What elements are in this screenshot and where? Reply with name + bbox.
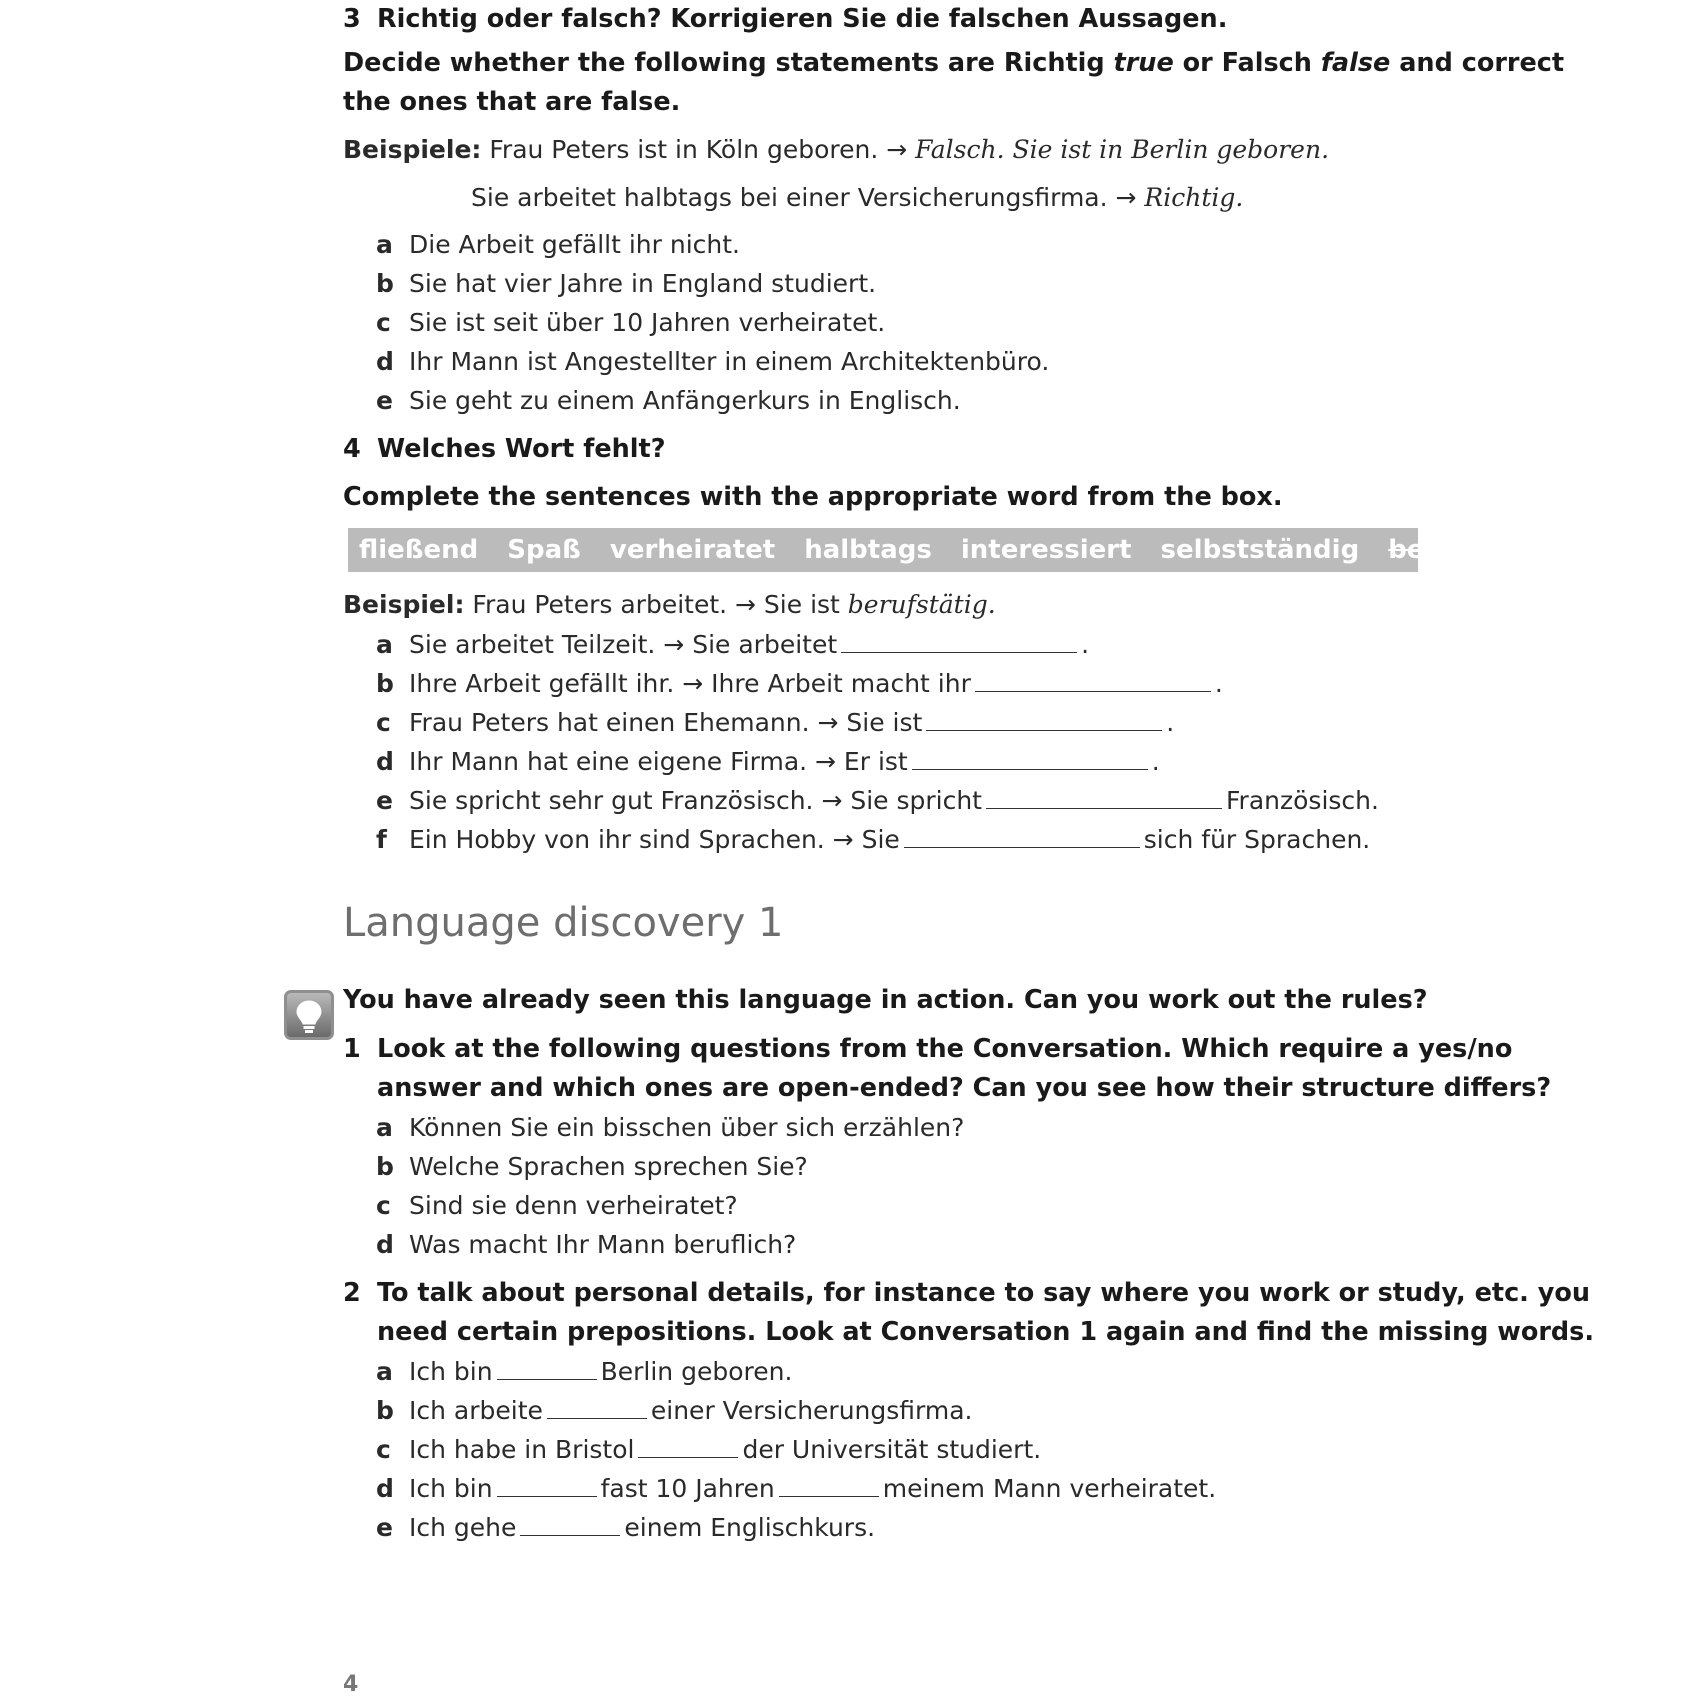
item-label: b: [376, 1152, 394, 1181]
item-text: Ihre Arbeit gefällt ihr. → Ihre Arbeit macht ihr: [409, 669, 971, 698]
answer-blank[interactable]: [497, 1378, 597, 1380]
ex3-example1-text: Frau Peters ist in Köln geboren. →: [489, 135, 908, 164]
answer-blank[interactable]: [904, 846, 1140, 848]
ex4-beispiel-label: Beispiel:: [343, 590, 465, 619]
item-text-after: .: [1166, 708, 1175, 737]
item-label: a: [376, 630, 393, 659]
item-label: d: [376, 1474, 394, 1503]
q1-text: Look at the following questions from the Conversation. Which require a yes/no: [377, 1034, 1513, 1064]
item-text: Frau Peters hat einen Ehemann. → Sie ist: [409, 708, 923, 737]
page-number: 4: [343, 1672, 359, 1697]
lightbulb-icon: [284, 990, 334, 1040]
ex3-beispiele-label: Beispiele:: [343, 135, 482, 164]
ex3-title: Richtig oder falsch? Korrigieren Sie die falschen Aussagen.: [377, 4, 1228, 34]
item-label: e: [376, 1513, 393, 1542]
item-text-middle: fast 10 Jahren: [600, 1474, 775, 1503]
item-text: Ich habe in Bristol: [409, 1435, 635, 1464]
item-text-after: der Universität studiert.: [742, 1435, 1042, 1464]
list-item: [376, 230, 740, 259]
item-text: Sie arbeitet Teilzeit. → Sie arbeitet: [409, 630, 838, 659]
discovery-q1-line1: [343, 1034, 1512, 1064]
item-text-after: .: [1214, 669, 1223, 698]
item-label: c: [376, 708, 391, 737]
item-text: Sie ist seit über 10 Jahren verheiratet.: [409, 308, 886, 337]
ex4-number: 4: [343, 434, 361, 464]
ex3-heading: [343, 4, 1227, 34]
item-label: e: [376, 786, 393, 815]
answer-blank[interactable]: [986, 807, 1222, 809]
item-label: a: [376, 1113, 393, 1142]
list-item: [376, 347, 1049, 376]
list-item: [376, 825, 1370, 854]
item-text-after: sich für Sprachen.: [1143, 825, 1371, 854]
list-item: [376, 747, 1160, 776]
ex3-instr-part: or Falsch: [1173, 48, 1321, 78]
discovery-intro: You have already seen this language in action. Can you work out the rules?: [343, 985, 1428, 1015]
word-verheiratet: verheiratet: [609, 535, 776, 565]
item-label: c: [376, 1435, 391, 1464]
ex4-title: Welches Wort fehlt?: [377, 434, 666, 464]
item-text: Ich bin: [409, 1357, 493, 1386]
list-item: [376, 669, 1223, 698]
list-item: [376, 1513, 875, 1542]
list-item: [376, 630, 1089, 659]
ex4-example-answer: berufstätig.: [847, 590, 996, 619]
ex4-heading: [343, 434, 666, 464]
item-text: Sie spricht sehr gut Französisch. → Sie spricht: [409, 786, 982, 815]
list-item: [376, 1152, 808, 1181]
item-text: Ihr Mann hat eine eigene Firma. → Er ist: [409, 747, 908, 776]
word-interessiert: interessiert: [960, 535, 1132, 565]
item-text: Ich bin: [409, 1474, 493, 1503]
answer-blank[interactable]: [926, 729, 1162, 731]
word-box: [348, 528, 1553, 572]
answer-blank[interactable]: [497, 1495, 597, 1497]
list-item: [376, 1396, 973, 1425]
item-text: Sind sie denn verheiratet?: [409, 1191, 738, 1220]
ex4-example-text: Frau Peters arbeitet. → Sie ist: [472, 590, 840, 619]
item-text: Welche Sprachen sprechen Sie?: [409, 1152, 808, 1181]
answer-blank[interactable]: [779, 1495, 879, 1497]
ex3-instr-part: and correct: [1390, 48, 1565, 78]
list-item: [376, 308, 885, 337]
list-item: [376, 386, 961, 415]
word-berufstaetig: berufstätig: [1388, 535, 1553, 565]
list-item: [376, 786, 1379, 815]
item-text: Die Arbeit gefällt ihr nicht.: [409, 230, 741, 259]
ex3-example2-answer: Richtig.: [1144, 183, 1244, 212]
answer-blank[interactable]: [638, 1456, 738, 1458]
list-item: [376, 269, 876, 298]
list-item: [376, 1357, 792, 1386]
item-text-after: meinem Mann verheiratet.: [882, 1474, 1217, 1503]
item-text-after: .: [1081, 630, 1090, 659]
list-item: [376, 708, 1174, 737]
answer-blank[interactable]: [912, 768, 1148, 770]
item-text-after: einer Versicherungsfirma.: [650, 1396, 973, 1425]
item-text: Ich arbeite: [409, 1396, 543, 1425]
ex4-instruction: Complete the sentences with the appropriate word from the box.: [343, 482, 1283, 512]
list-item: [376, 1113, 964, 1142]
discovery-q1-line2: answer and which ones are open-ended? Can you see how their structure differs?: [377, 1073, 1552, 1103]
list-item: [376, 1435, 1041, 1464]
ex3-instr-false: false: [1320, 48, 1391, 78]
item-label: a: [376, 1357, 393, 1386]
q2-text: To talk about personal details, for instance to say where you work or study, etc. you: [377, 1278, 1591, 1308]
item-text: Ihr Mann ist Angestellter in einem Architektenbüro.: [409, 347, 1050, 376]
item-text: Können Sie ein bisschen über sich erzählen?: [409, 1113, 965, 1142]
item-label: c: [376, 308, 391, 337]
ex4-example: [343, 590, 996, 619]
answer-blank[interactable]: [520, 1534, 620, 1536]
item-label: d: [376, 1230, 394, 1259]
item-label: a: [376, 230, 393, 259]
item-text-after: einem Englischkurs.: [624, 1513, 876, 1542]
item-label: b: [376, 269, 394, 298]
ex3-example2-text: Sie arbeitet halbtags bei einer Versicherungsfirma. →: [471, 183, 1137, 212]
list-item: [376, 1191, 738, 1220]
list-item: [376, 1474, 1216, 1503]
ex3-example1-answer: Falsch. Sie ist in Berlin geboren.: [915, 135, 1330, 164]
word-halbtags: halbtags: [804, 535, 932, 565]
word-selbststaendig: selbstständig: [1160, 535, 1360, 565]
item-label: b: [376, 1396, 394, 1425]
list-item: [376, 1230, 796, 1259]
item-text: Was macht Ihr Mann beruflich?: [409, 1230, 797, 1259]
item-label: d: [376, 347, 394, 376]
item-text: Sie hat vier Jahre in England studiert.: [409, 269, 877, 298]
answer-blank[interactable]: [547, 1417, 647, 1419]
ex3-instruction-line1: [343, 48, 1564, 78]
ex3-instr-part: Decide whether the following statements are Richtig: [343, 48, 1114, 78]
discovery-q2-line2: need certain prepositions. Look at Conversation 1 again and find the missing words.: [377, 1317, 1595, 1347]
ex3-instruction-line2: the ones that are false.: [343, 87, 681, 117]
ex3-number: 3: [343, 4, 361, 34]
item-label: f: [376, 825, 387, 854]
item-label: e: [376, 386, 393, 415]
ex3-example1: [343, 135, 1329, 164]
item-label: b: [376, 669, 394, 698]
item-text-after: .: [1151, 747, 1160, 776]
ex3-example2: [471, 183, 1243, 212]
item-text-after: Französisch.: [1226, 786, 1379, 815]
section-title: Language discovery 1: [343, 900, 784, 946]
word-spass: Spaß: [507, 535, 581, 565]
q1-number: 1: [343, 1034, 361, 1064]
word-fliessend: fließend: [359, 535, 479, 565]
answer-blank[interactable]: [975, 690, 1211, 692]
q2-number: 2: [343, 1278, 361, 1308]
item-text-after: Berlin geboren.: [600, 1357, 793, 1386]
item-text: Ich gehe: [409, 1513, 517, 1542]
item-label: d: [376, 747, 394, 776]
item-text: Ein Hobby von ihr sind Sprachen. → Sie: [409, 825, 900, 854]
item-label: c: [376, 1191, 391, 1220]
discovery-q2-line1: [343, 1278, 1590, 1308]
ex3-instr-true: true: [1113, 48, 1174, 78]
item-text: Sie geht zu einem Anfängerkurs in Englisch.: [409, 386, 961, 415]
answer-blank[interactable]: [841, 651, 1077, 653]
